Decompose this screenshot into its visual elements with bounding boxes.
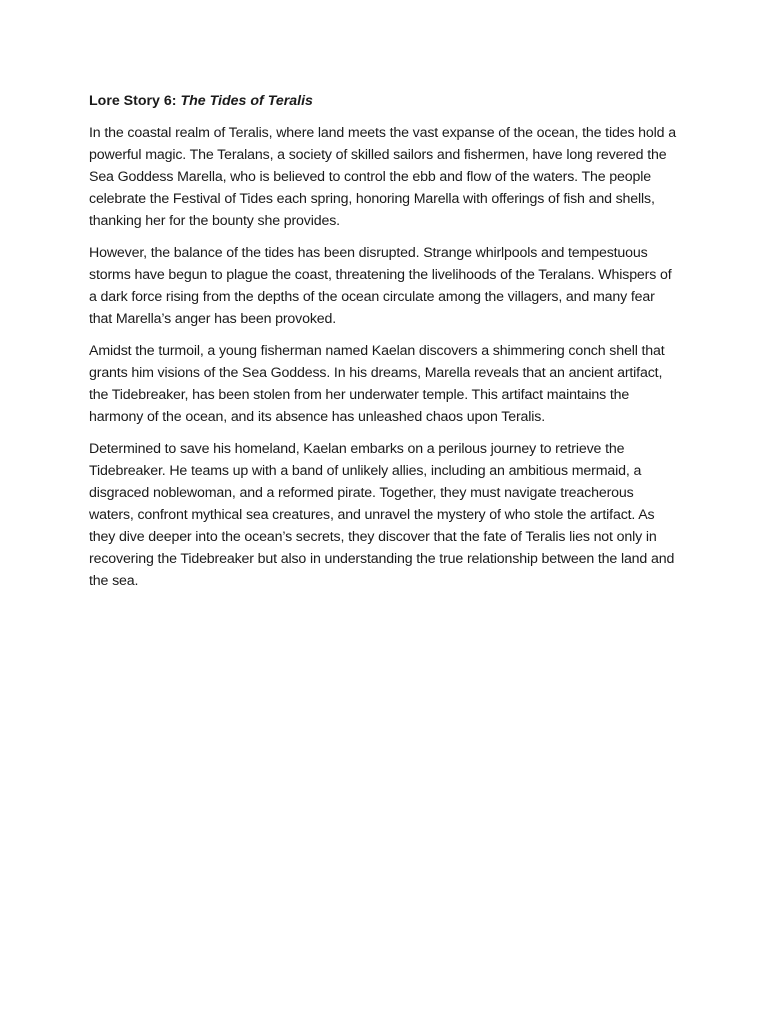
document-page (89, 90, 681, 602)
paragraph-4: Determined to save his homeland, Kaelan embarks on a perilous journey to retrieve the Tidebreaker. He teams up with a band of unlikely allies, including an ambitious mermaid, a disgraced noblewoman, and a reformed pirate. Together, they must navigate treacherous waters, confront mythical sea creatures, and unravel the mystery of who stole the artifact. As they dive deeper into the ocean’s secrets, they discover that the fate of Teralis lies not only in recovering the Tidebreaker but also in understanding the true relationship between the land and the sea. (89, 441, 675, 589)
paragraph-1: In the coastal realm of Teralis, where land meets the vast expanse of the ocean, the tides hold a powerful magic. The Teralans, a society of skilled sailors and fishermen, have long revered the Sea Goddess Marella, who is believed to control the ebb and flow of the waters. The people celebrate the Festival of Tides each spring, honoring Marella with offerings of fish and shells, thanking her for the bounty she provides. (89, 125, 676, 229)
title-italic: The Tides of Teralis (180, 93, 313, 109)
story-title (89, 90, 681, 112)
paragraph-2: However, the balance of the tides has been disrupted. Strange whirlpools and tempestuous storms have begun to plague the coast, threatening the livelihoods of the Teralans. Whispers of a dark force rising from the depths of the ocean circulate among the villagers, and many fear that Marella’s anger has been provoked. (89, 245, 672, 327)
title-prefix: Lore Story 6: (89, 93, 181, 109)
paragraph-3: Amidst the turmoil, a young fisherman named Kaelan discovers a shimmering conch shell that grants him visions of the Sea Goddess. In his dreams, Marella reveals that an ancient artifact, the Tidebreaker, has been stolen from her underwater temple. This artifact maintains the harmony of the ocean, and its absence has unleashed chaos upon Teralis. (89, 343, 665, 425)
